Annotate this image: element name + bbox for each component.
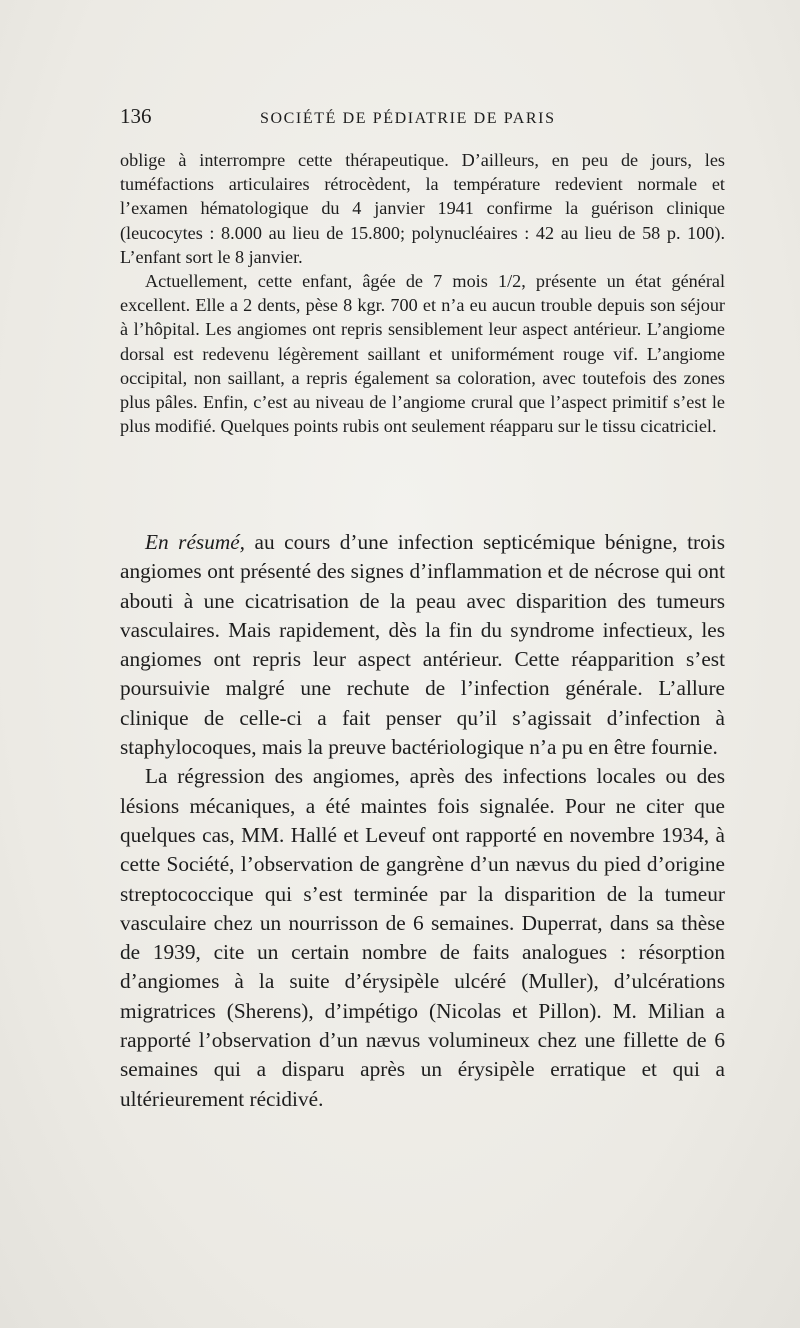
case-report-section [120, 148, 725, 438]
summary-paragraph [120, 528, 725, 762]
summary-lead-in: En résumé, [145, 530, 246, 554]
paragraph: La régression des angiomes, après des infections locales ou des lésions mécaniques, a été maintes fois signalée. Pour ne citer que quelques cas, MM. Hallé et Leveuf ont rapporté en novembre 1934, à cette Société, l’observation de gangrène d’un nævus du pied d’origine streptococcique qui s’est terminée par la disparition de la tumeur vasculaire chez un nourrisson de 6 semaines. Duperrat, dans sa thèse de 1939, cite un certain nombre de faits analogues : résorption d’angiomes à la suite d’érysipèle ulcéré (Muller), d’ulcérations migratrices (Sherens), d’impétigo (Nicolas et Pillon). M. Milian a rapporté l’observation d’un nævus volumineux chez une fillette de 6 semaines qui a disparu après un érysipèle erratique et qui a ultérieurement récidivé. [120, 764, 725, 1111]
page-number: 136 [120, 104, 152, 128]
paragraph: Actuellement, cette enfant, âgée de 7 mois 1/2, présente un état général excellent. Elle a 2 dents, pèse 8 kgr. 700 et n’a eu aucun trouble depuis son séjour à l’hôpital. Les angiomes ont repris sensiblement leur aspect antérieur. L’angiome dorsal est redevenu légèrement saillant et uniformément rouge vif. L’angiome occipital, non saillant, a repris également sa coloration, avec toutefois des zones plus pâles. Enfin, c’est au niveau de l’angiome crural que l’aspect primitif s’est le plus modifié. Quelques points rubis ont seulement réapparu sur le tissu cicatriciel. [120, 271, 725, 437]
summary-text: au cours d’une infection septicémique bénigne, trois angiomes ont présenté des signes d’inflammation et de nécrose qui ont abouti à une cicatrisation de la peau avec disparition des tumeurs vasculaires. Mais rapidement, dès la fin du syndrome infectieux, les angiomes ont repris leur aspect antérieur. Cette réapparition s’est poursuivie malgré une rechute de l’infection générale. L’allure clinique de celle-ci a fait penser qu’il s’agissait d’infection à staphylocoques, mais la preuve bactériologique n’a pu en être fournie. [120, 530, 725, 760]
page-header [120, 104, 712, 129]
summary-section [120, 528, 725, 1114]
running-title: SOCIÉTÉ DE PÉDIATRIE DE PARIS [260, 110, 556, 127]
paragraph: oblige à interrompre cette thérapeutique. D’ailleurs, en peu de jours, les tuméfactions articulaires rétrocèdent, la température redevient normale et l’examen hématologique du 4 janvier 1941 confirme la guérison clinique (leucocytes : 8.000 au lieu de 15.800; polynucléaires : 42 au lieu de 58 p. 100). L’enfant sort le 8 janvier. [120, 150, 725, 267]
